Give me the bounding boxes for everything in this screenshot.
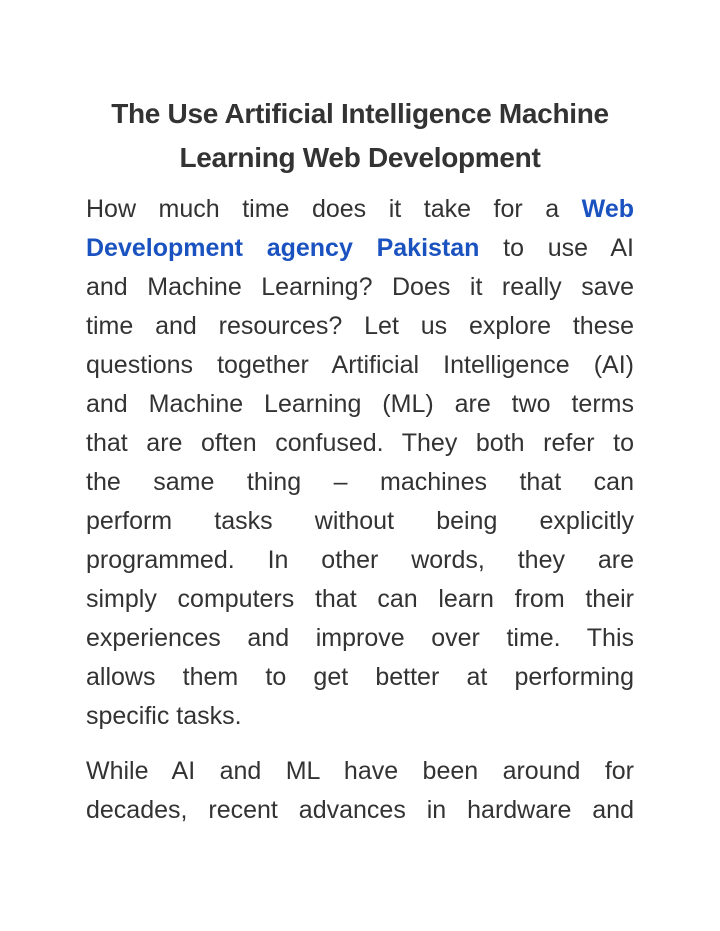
text-segment: perform tasks without being explicitly <box>86 507 634 535</box>
text-line <box>86 268 634 307</box>
text-segment: the same thing – machines that can <box>86 468 634 496</box>
paragraph-2 <box>86 752 634 830</box>
text-line <box>86 791 634 830</box>
text-line <box>86 307 634 346</box>
text-segment: experiences and improve over time. This <box>86 624 634 652</box>
text-line <box>86 658 634 697</box>
title-line: The Use Artificial Intelligence Machine <box>111 98 609 129</box>
text-line <box>86 697 634 736</box>
text-line <box>86 502 634 541</box>
paragraph-1 <box>86 190 634 736</box>
text-segment: questions together Artificial Intelligence (AI) <box>86 351 634 379</box>
text-line <box>86 424 634 463</box>
document-title <box>60 92 660 180</box>
title-line: Learning Web Development <box>179 142 541 173</box>
text-segment: How much time does it take for a <box>86 195 582 223</box>
web-development-agency-link[interactable]: Development agency Pakistan <box>86 234 480 262</box>
text-segment: that are often confused. They both refer to <box>86 429 634 457</box>
text-line <box>86 619 634 658</box>
text-line <box>86 385 634 424</box>
text-line <box>86 580 634 619</box>
text-segment: allows them to get better at performing <box>86 663 634 691</box>
text-line <box>86 346 634 385</box>
text-line <box>86 463 634 502</box>
text-line <box>86 752 634 791</box>
text-segment: time and resources? Let us explore these <box>86 312 634 340</box>
web-development-agency-link[interactable]: Web <box>581 195 634 223</box>
text-segment: and Machine Learning (ML) are two terms <box>86 390 634 418</box>
text-segment: and Machine Learning? Does it really save <box>86 273 634 301</box>
text-segment: While AI and ML have been around for <box>86 757 634 785</box>
text-segment: specific tasks. <box>86 702 242 730</box>
text-line <box>86 541 634 580</box>
text-segment: decades, recent advances in hardware and <box>86 796 634 824</box>
text-segment: simply computers that can learn from their <box>86 585 634 613</box>
text-segment: programmed. In other words, they are <box>86 546 634 574</box>
text-line <box>86 229 634 268</box>
text-segment: to use AI <box>479 234 634 262</box>
text-line <box>86 190 634 229</box>
